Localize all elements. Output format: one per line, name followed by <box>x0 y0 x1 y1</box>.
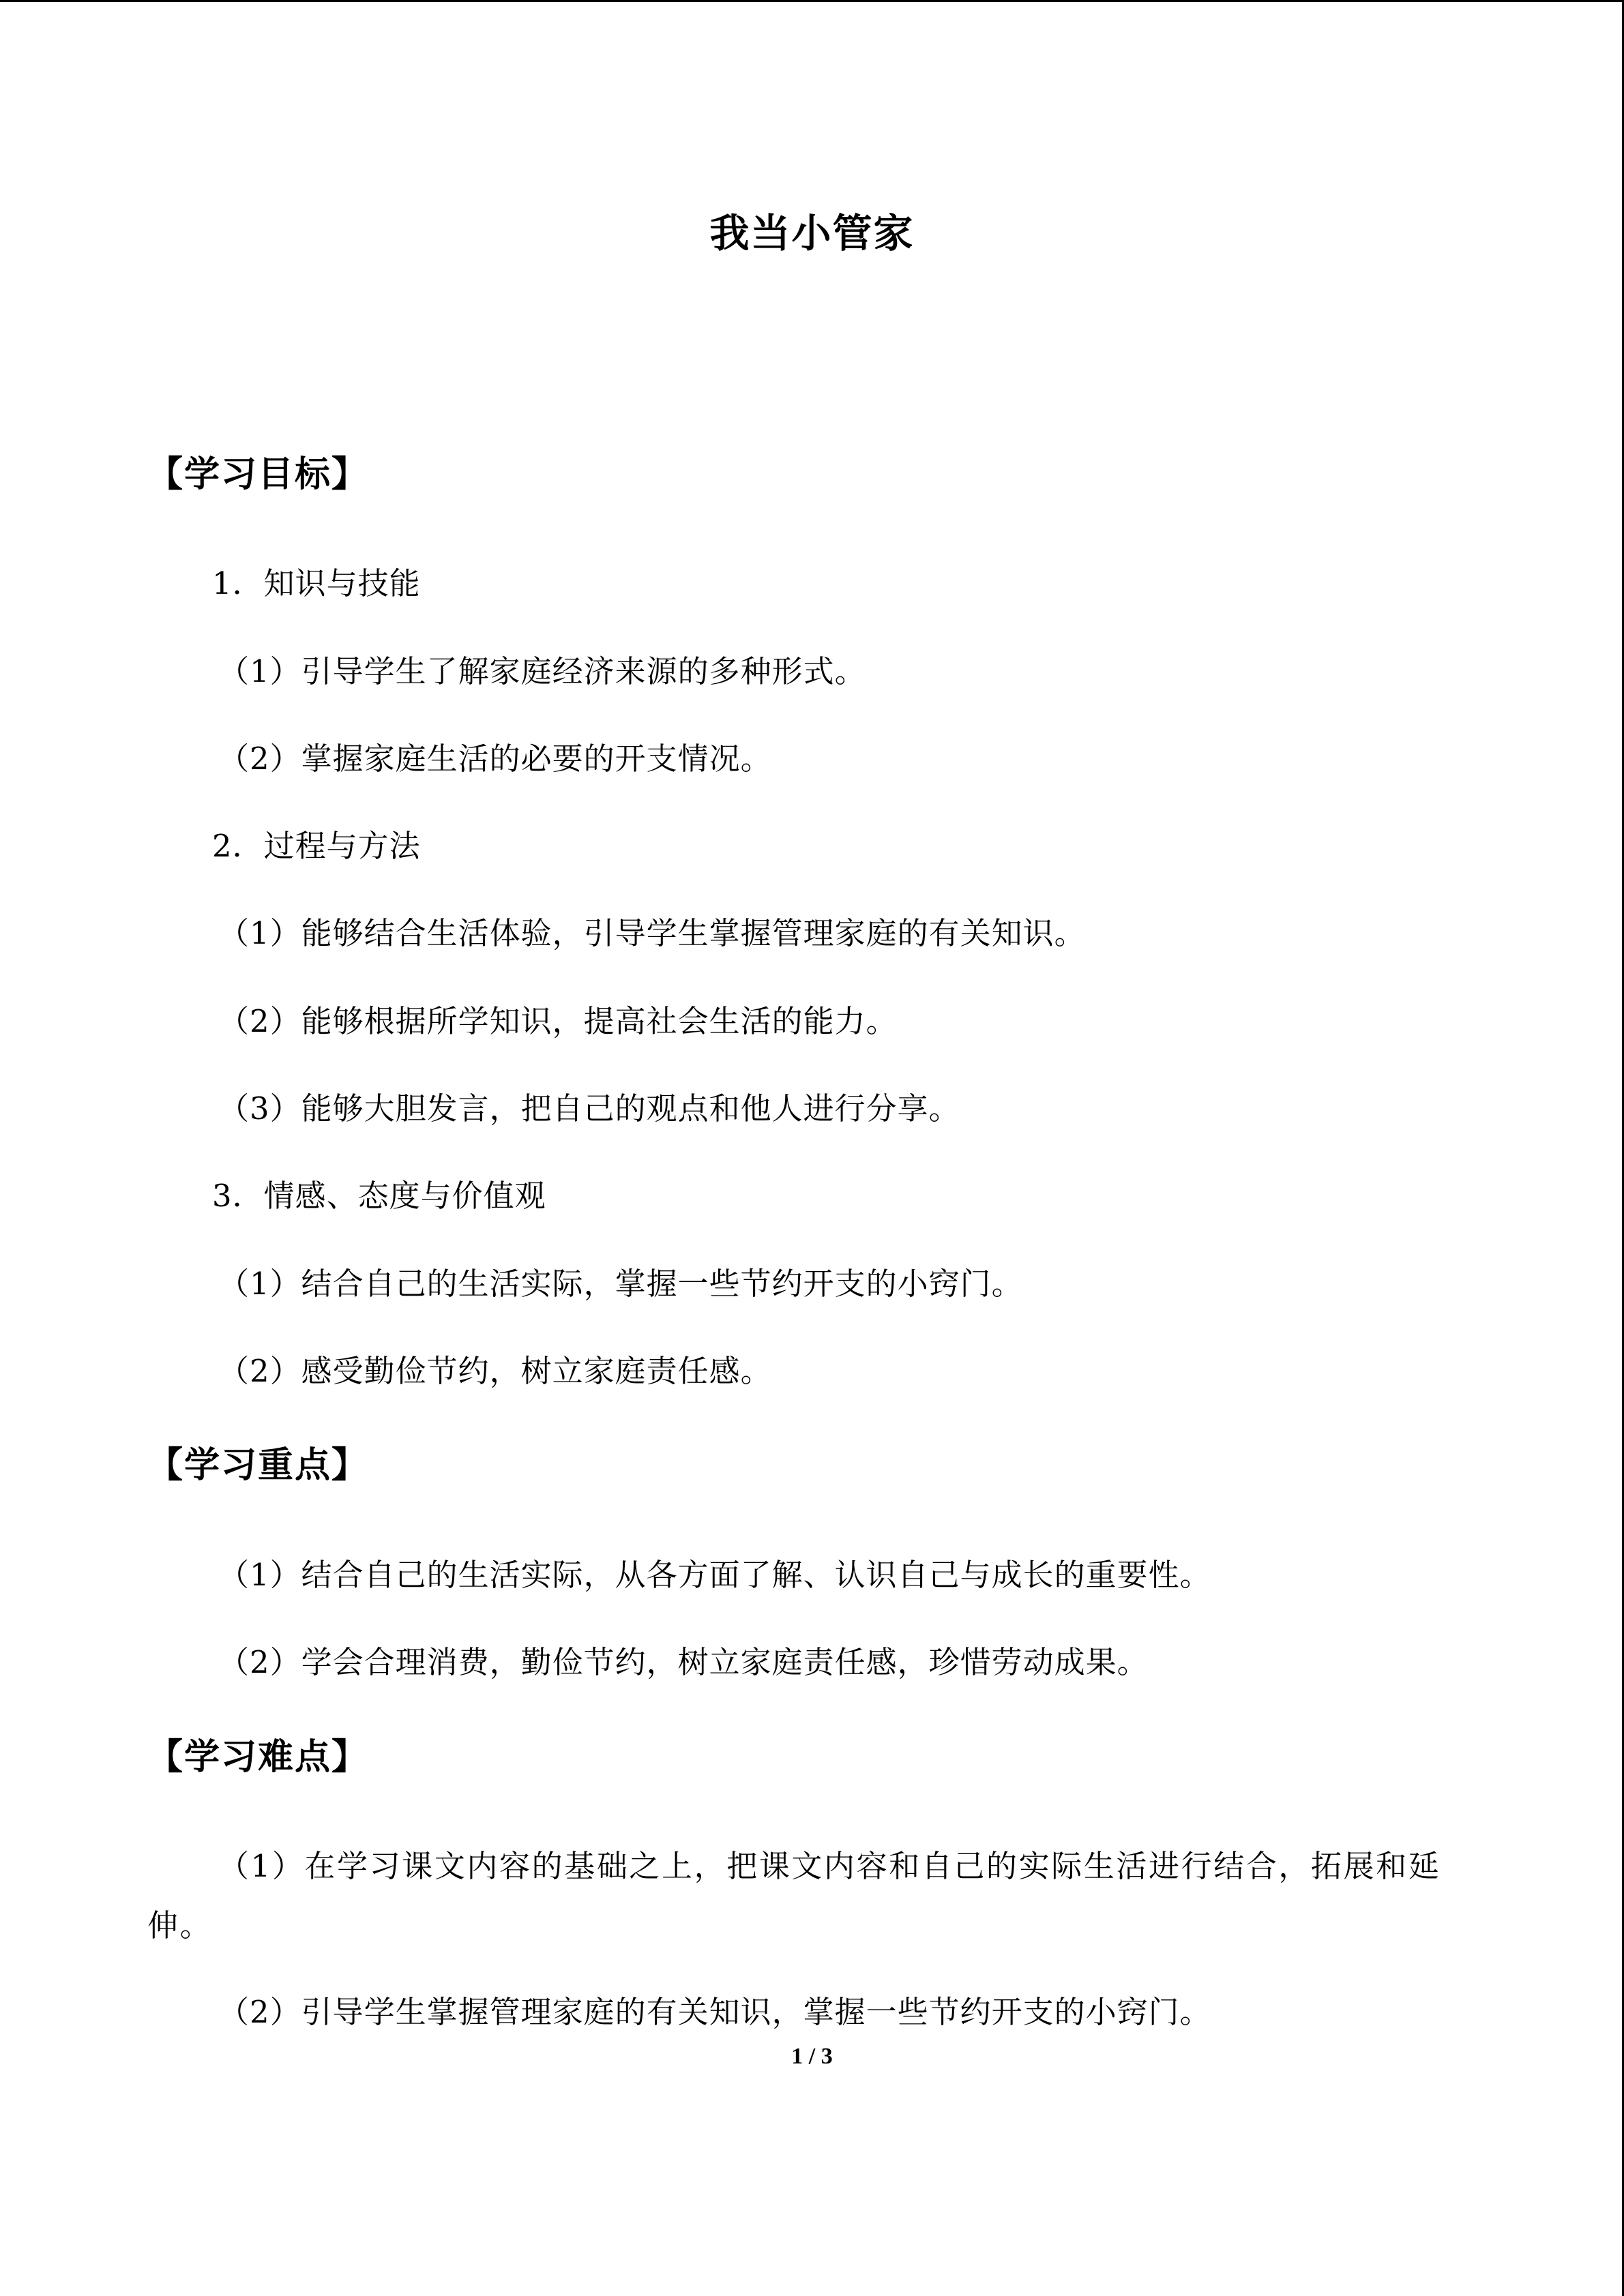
objective-item: （1）结合自己的生活实际，掌握一些节约开支的小窍门。 <box>218 1266 1023 1302</box>
objective-category-process: 2．过程与方法 <box>212 828 421 864</box>
objective-item: （2）感受勤俭节约，树立家庭责任感。 <box>218 1353 772 1389</box>
section-heading-objectives: 【学习目标】 <box>147 453 369 495</box>
objective-item: （2）掌握家庭生活的必要的开支情况。 <box>218 741 772 777</box>
difficulty-item: （2）引导学生掌握管理家庭的有关知识，掌握一些节约开支的小窍门。 <box>218 1994 1211 2030</box>
key-point-item: （1）结合自己的生活实际，从各方面了解、认识自己与成长的重要性。 <box>218 1557 1211 1593</box>
difficulty-item: （1）在学习课文内容的基础之上，把课文内容和自己的实际生活进行结合，拓展和延伸。 <box>147 1848 1441 1943</box>
objective-category-values: 3．情感、态度与价值观 <box>212 1178 546 1214</box>
document-title: 我当小管家 <box>709 210 915 256</box>
key-point-item: （2）学会合理消费，勤俭节约，树立家庭责任感，珍惜劳动成果。 <box>218 1644 1149 1680</box>
objective-item: （3）能够大胆发言，把自己的观点和他人进行分享。 <box>218 1090 960 1127</box>
section-heading-key-points: 【学习重点】 <box>147 1444 369 1486</box>
objective-item: （1）引导学生了解家庭经济来源的多种形式。 <box>218 653 866 689</box>
objective-item: （2）能够根据所学知识，提高社会生活的能力。 <box>218 1003 898 1039</box>
page-number: 1 / 3 <box>791 2044 833 2069</box>
section-heading-difficulties: 【学习难点】 <box>147 1736 369 1778</box>
objective-category-knowledge: 1．知识与技能 <box>212 565 421 601</box>
objective-item: （1）能够结合生活体验，引导学生掌握管理家庭的有关知识。 <box>218 915 1086 951</box>
